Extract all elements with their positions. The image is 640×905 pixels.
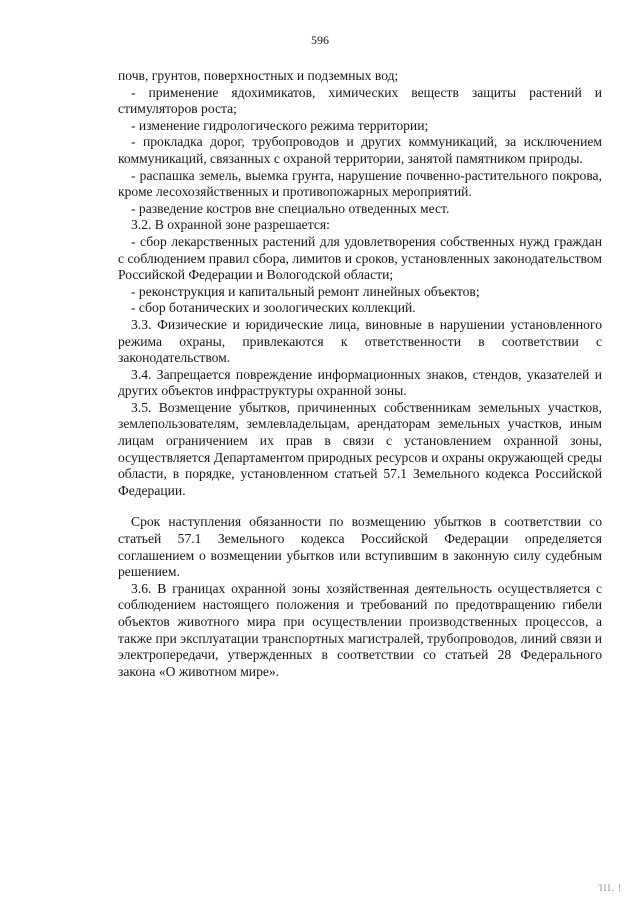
paragraph: - сбор ботанических и зоологических коллекций. xyxy=(131,300,416,316)
paragraph: - применение ядохимикатов, химических веществ защиты растений и стимуляторов роста; xyxy=(118,84,602,117)
paragraph: 3.2. В охранной зоне разрешается: xyxy=(131,217,330,233)
paragraph: - реконструкция и капитальный ремонт линейных объектов; xyxy=(131,283,480,299)
page-number: 596 xyxy=(311,33,329,47)
scan-mark: ΊΙΙ. ! xyxy=(598,883,622,893)
paragraph: - прокладка дорог, трубопроводов и других коммуникаций, за исключением коммуникаций, связанных с охраной территории, занятой памятником природы. xyxy=(118,134,602,166)
paragraph: 3.4. Запрещается повреждение информационных знаков, стендов, указателей и других объектов инфраструктуры охранной зоны. xyxy=(118,366,602,399)
paragraph: почв, грунтов, поверхностных и подземных вод; xyxy=(118,68,399,83)
paragraph: 3.5. Возмещение убытков, причиненных собственникам земельных участков, землепользователям, землевладельцам, арендаторам земельных участков, иным лицам ограничением их прав в связи с установлением охранной зоны, осуществляется Департаментом природных ресурсов и охраны окружающей среды области, в порядке, установленном статьей 57.1 Земельного кодекса Российской Федерации. xyxy=(118,399,602,498)
paragraph: Срок наступления обязанности по возмещению убытков в соответствии со статьей 57.1 Земельного кодекса Российской Федерации определяется соглашением о возмещении убытков или вступившим в законную силу судебным решением. xyxy=(118,514,602,580)
paragraph: - распашка земель, выемка грунта, нарушение почвенно-растительного покрова, кроме лесохозяйственных и противопожарных мероприятий. xyxy=(118,167,602,200)
paragraph: - изменение гидрологического режима территории; xyxy=(131,117,429,133)
document-body xyxy=(118,68,602,680)
paragraph: 3.3. Физические и юридические лица, виновные в нарушении установленного режима охраны, привлекаются к ответственности в соответствии с законодательством. xyxy=(118,316,602,366)
paragraph: - разведение костров вне специально отведенных мест. xyxy=(131,200,450,216)
paragraph: - сбор лекарственных растений для удовлетворения собственных нужд граждан с соблюдением правил сбора, лимитов и сроков, установленных законодательством Российской Федерации и Вологодской области; xyxy=(118,233,602,283)
paragraph: 3.6. В границах охранной зоны хозяйственная деятельность осуществляется с соблюдением настоящего положения и требований по предотвращению гибели объектов животного мира при осуществлении производственных процессов, а также при эксплуатации транспортных магистралей, трубопроводов, линий связи и электропередачи, утвержденных в соответствии со статьей 28 Федерального закона «О животном мире». xyxy=(118,580,602,679)
